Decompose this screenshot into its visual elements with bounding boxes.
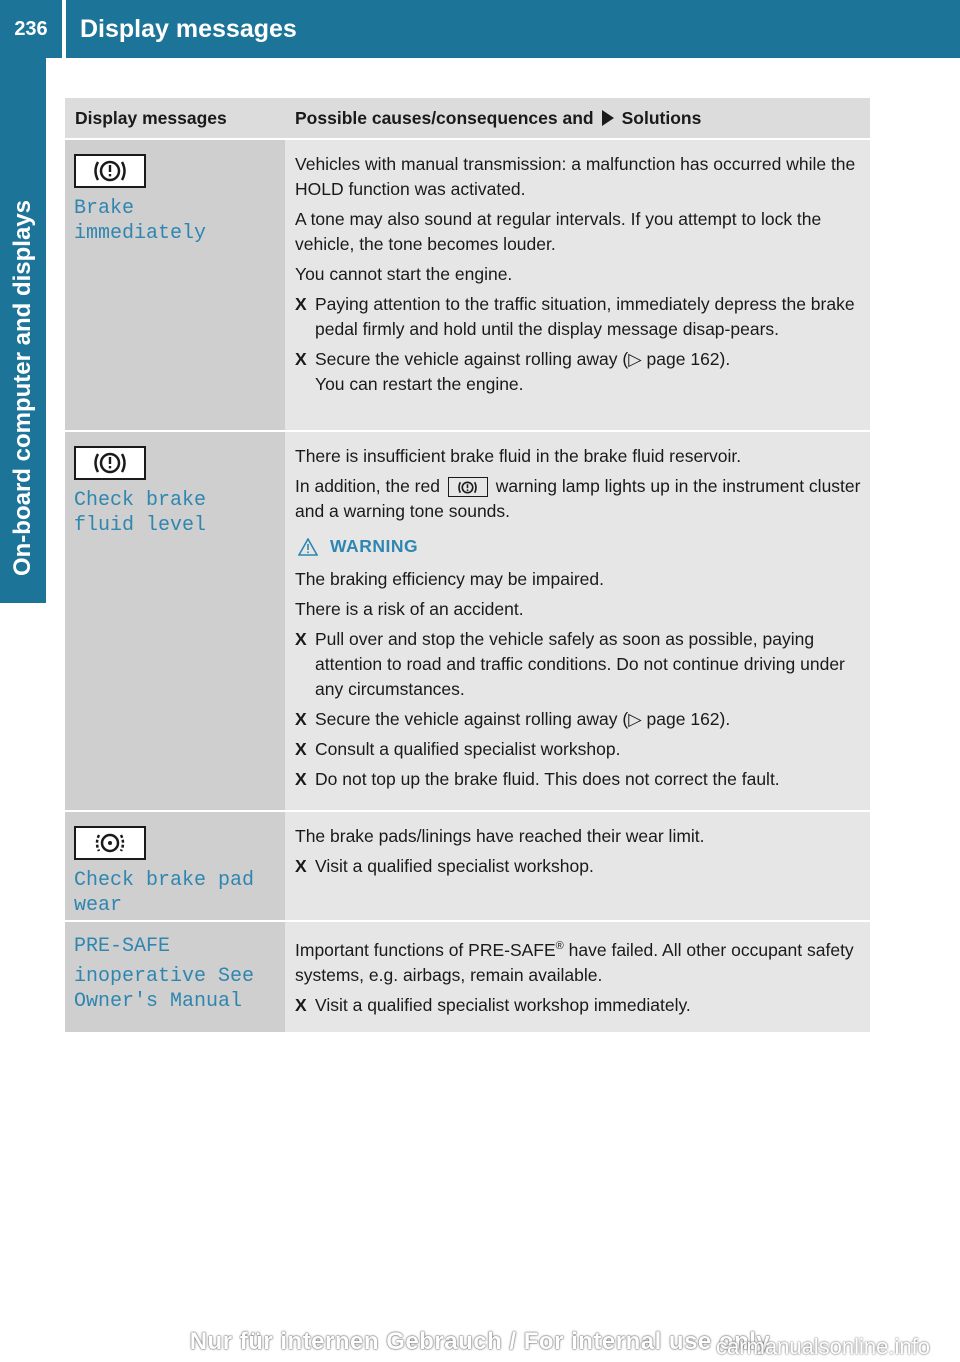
table-header xyxy=(65,98,870,138)
action-step: X Secure the vehicle against rolling away (▷ page 162). You can restart the engine. xyxy=(295,349,731,394)
action-step: X Visit a qualified specialist workshop. xyxy=(295,856,594,876)
display-message: PRE-SAFE xyxy=(74,935,171,958)
message-cell xyxy=(65,922,285,1032)
display-message: inoperative See Owner's Manual xyxy=(74,965,267,1013)
warning-triangle-icon xyxy=(298,538,318,556)
chapter-label: On-board computer and displays xyxy=(9,199,36,577)
message-cell xyxy=(65,812,285,920)
message-cell xyxy=(65,432,285,810)
chapter-side-tab xyxy=(0,58,46,603)
action-step: X Pull over and stop the vehicle safely as soon as possible, paying attention to road and traffic conditions. Do not continue driving under any circumstances. xyxy=(295,629,845,699)
brake-system-icon xyxy=(74,446,146,480)
brake-pad-wear-icon xyxy=(74,826,146,860)
brake-warning-lamp-icon xyxy=(448,477,488,497)
action-step: X Secure the vehicle against rolling away (▷ page 162). xyxy=(295,709,731,729)
action-step: X Consult a qualified specialist workshop. xyxy=(295,739,621,759)
section-title: Display messages xyxy=(80,14,297,43)
action-step: X Paying attention to the traffic situation, immediately depress the brake pedal firmly and hold until the display message disap-pears. xyxy=(295,294,855,339)
solution-cell: There is insufficient brake fluid in the brake fluid reservoir. In addition, the red warning lamp lights up in the instrument cluster and a warning tone sounds. WARNING The braking efficiency may be impaired. There is a risk of an accident. X Pull over and stop the vehicle safely as soon as possible, paying attention to road and traffic conditions. Do not continue driving under any circumstances. X Secure the vehicle against rolling away (▷ page 162). X Consult a qualified specialist workshop. X Do not top up the brake fluid. This does not correct the fault. xyxy=(285,432,870,810)
warning-heading: WARNING xyxy=(295,534,862,559)
display-messages-table xyxy=(65,98,870,1032)
action-step: X Do not top up the brake fluid. This does not correct the fault. xyxy=(295,769,780,789)
table-row xyxy=(65,920,870,1032)
action-step: X Visit a qualified specialist workshop immediately. xyxy=(295,994,691,1015)
display-message: Brake immediately xyxy=(74,197,207,245)
table-row xyxy=(65,810,870,920)
display-message: Check brake pad wear xyxy=(74,869,267,917)
brake-system-icon xyxy=(74,154,146,188)
table-row xyxy=(65,430,870,810)
solution-cell: The brake pads/linings have reached their wear limit. X Visit a qualified specialist workshop. xyxy=(285,812,870,920)
site-watermark: carmanualsonline.info xyxy=(715,1334,930,1359)
arrow-icon xyxy=(602,110,614,126)
page-number: 236 xyxy=(14,17,48,40)
display-message: Check brake fluid level xyxy=(74,489,219,537)
header-causes-solutions: Possible causes/consequences and Solutions xyxy=(295,107,702,128)
solution-cell: Vehicles with manual transmission: a malfunction has occurred while the HOLD function was activated. A tone may also sound at regular intervals. If you attempt to lock the vehicle, the tone becomes louder. You cannot start the engine. X Paying attention to the traffic situation, immediately depress the brake pedal firmly and hold until the display message disap-pears. X Secure the vehicle against rolling away (▷ page 162). You can restart the engine. xyxy=(285,140,870,430)
header-divider xyxy=(62,0,66,58)
header-display-messages: Display messages xyxy=(75,107,227,128)
internal-use-watermark: Nur für internen Gebrauch / For internal use only xyxy=(189,1328,771,1355)
message-cell xyxy=(65,140,285,430)
table-row xyxy=(65,138,870,430)
solution-cell: Important functions of PRE-SAFE® have failed. All other occupant safety systems, e.g. airbags, remain available. X Visit a qualified specialist workshop immediately. xyxy=(285,922,870,1032)
header-bar xyxy=(0,0,960,58)
